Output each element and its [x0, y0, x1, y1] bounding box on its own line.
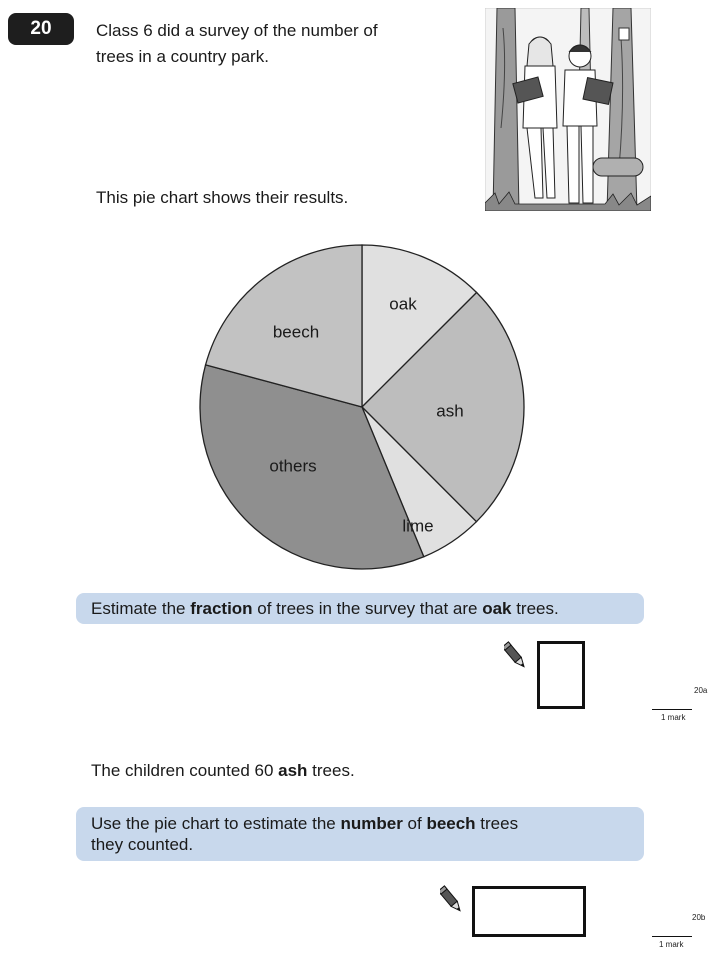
mark-line-b [652, 936, 692, 937]
part-b-bold-beech: beech [426, 814, 476, 833]
pencil-icon [504, 641, 526, 671]
intro-line-1: Class 6 did a survey of the number of [96, 21, 378, 40]
statement-bold-ash: ash [278, 761, 308, 780]
part-a-text-2: of trees in the survey that are [252, 599, 483, 618]
pie-label-lime: lime [402, 516, 434, 536]
part-b-text-2: of [402, 814, 427, 833]
pencil-icon [440, 885, 462, 915]
statement-text-1: The children counted 60 [91, 761, 279, 780]
part-a-bold-fraction: fraction [190, 599, 253, 618]
pie-label-ash: ash [436, 401, 464, 421]
pie-label-oak: oak [389, 294, 417, 314]
pie-chart [180, 232, 542, 582]
question-box-b [76, 807, 644, 861]
question-box-a [76, 593, 644, 624]
part-a-text-1: Estimate the [91, 599, 191, 618]
mark-label-b: 1 mark [659, 940, 684, 949]
part-b-text-1: Use the pie chart to estimate the [91, 814, 341, 833]
part-b-text-3: trees [475, 814, 519, 833]
pie-label-beech: beech [272, 322, 320, 342]
ash-count-statement [91, 761, 355, 781]
answer-box-number[interactable] [472, 886, 586, 937]
statement-text-2: trees. [307, 761, 355, 780]
part-b-line-1 [91, 813, 629, 834]
part-b-bold-number: number [340, 814, 403, 833]
question-intro [96, 18, 378, 70]
children-in-forest-illustration [485, 8, 651, 211]
mark-label-a: 1 mark [661, 713, 686, 722]
answer-box-fraction[interactable] [537, 641, 585, 709]
part-b-line-2: they counted. [91, 835, 194, 854]
mark-line-a [652, 709, 692, 710]
mark-code-20a: 20a [694, 686, 708, 695]
part-a-text-3: trees. [511, 599, 559, 618]
pie-label-others: others [269, 456, 317, 476]
intro-line-2: trees in a country park. [96, 47, 269, 66]
question-number: 20 [8, 13, 74, 45]
pie-caption: This pie chart shows their results. [96, 188, 349, 207]
mark-code-20b: 20b [692, 913, 706, 922]
part-a-bold-oak: oak [482, 599, 512, 618]
